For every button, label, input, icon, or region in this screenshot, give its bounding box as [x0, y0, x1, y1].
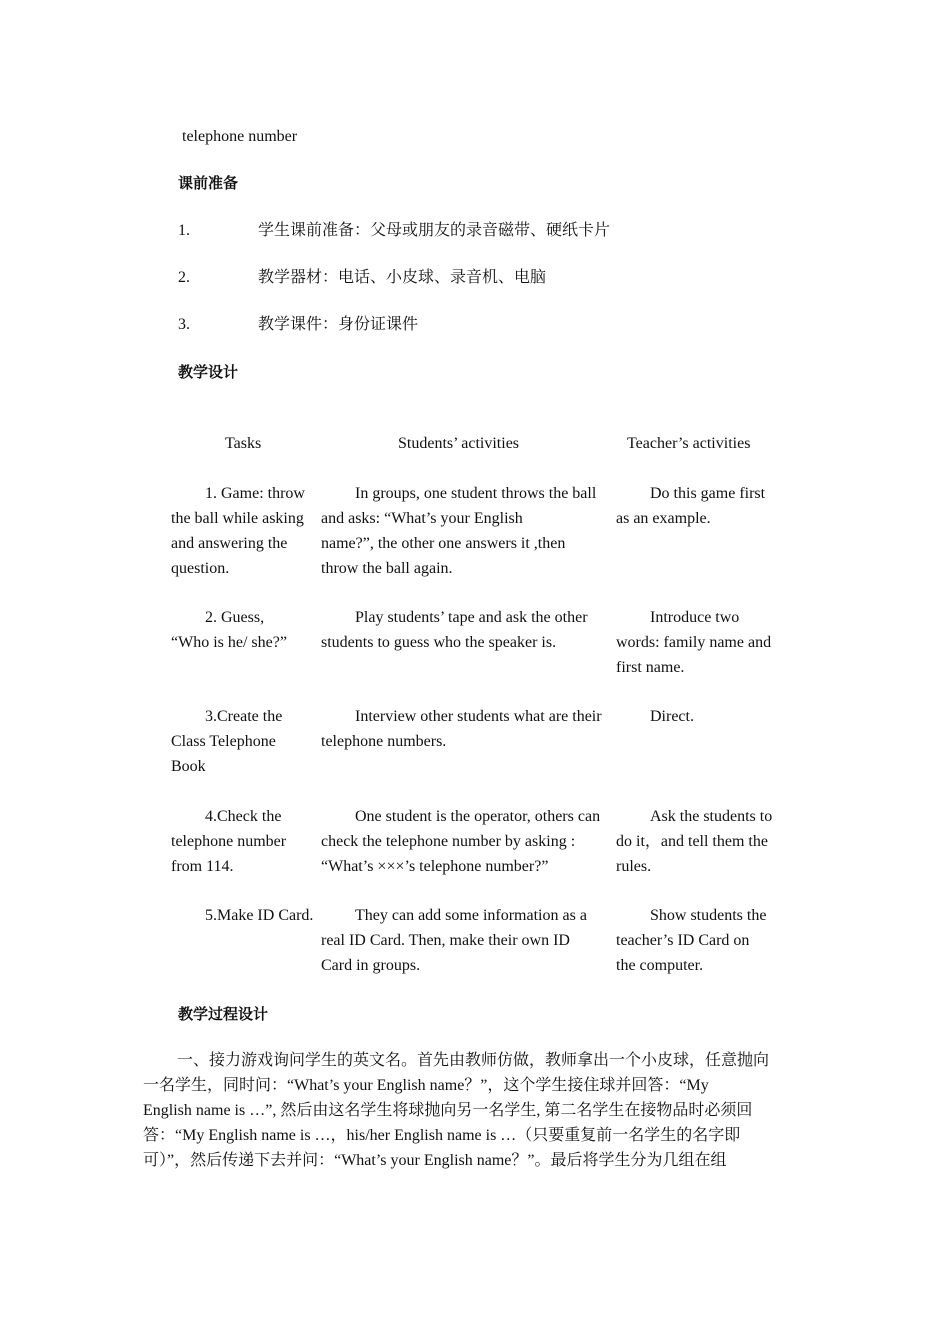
process-line-3: English name is …”, 然后由这名学生将球抛向另一名学生, 第二名学生在接物品时必须回	[143, 1102, 753, 1119]
row-3-task: 3.Create the Class Telephone Book	[171, 708, 283, 775]
row-3-students: Interview other students what are their telephone numbers.	[321, 708, 602, 750]
design-heading: 教学设计	[178, 363, 239, 381]
prep-heading: 课前准备	[178, 174, 239, 192]
process-line-4: 答：“My English name is …，his/her English name is …（只要重复前一名学生的名字即	[143, 1127, 741, 1144]
prep-item-3-num: 3.	[178, 316, 190, 333]
prep-item-1-text: 学生课前准备：父母或朋友的录音磁带、硬纸卡片	[258, 222, 611, 239]
process-line-1: 一、接力游戏询问学生的英文名。首先由教师仿做，教师拿出一个小皮球，任意抛向	[177, 1052, 770, 1069]
top-line: telephone number	[182, 128, 298, 145]
row-5-teacher: Show students the teacher’s ID Card on the computer.	[616, 907, 767, 974]
row-5-task: 5.Make ID Card.	[205, 907, 314, 924]
prep-item-3-text: 教学课件：身份证课件	[258, 316, 419, 333]
row-4-task: 4.Check the telephone number from 114.	[171, 808, 287, 875]
row-1-task: 1. Game: throw the ball while asking and answering the question.	[171, 485, 305, 577]
row-3-teacher: Direct.	[650, 708, 694, 725]
header-students-activities: Students’ activities	[398, 435, 520, 452]
row-2-teacher: Introduce two words: family name and first name.	[616, 609, 772, 676]
row-4-students: One student is the operator, others can check the telephone number by asking : “What’s ×××’s telephone number?”	[321, 808, 601, 875]
prep-item-2-text: 教学器材：电话、小皮球、录音机、电脑	[258, 269, 547, 286]
row-2-task: 2. Guess, “Who is he/ she?”	[171, 609, 287, 651]
process-line-2: 一名学生，同时问：“What’s your English name？”，这个学生接住球并回答：“My	[143, 1077, 709, 1094]
process-paragraph	[143, 1048, 808, 1173]
row-4-teacher: Ask the students to do it，and tell them the rules.	[616, 808, 773, 875]
header-teacher-activities: Teacher’s activities	[627, 435, 751, 452]
row-2-students: Play students’ tape and ask the other students to guess who the speaker is.	[321, 609, 588, 651]
process-heading: 教学过程设计	[178, 1005, 269, 1023]
row-1-students: In groups, one student throws the ball and asks: “What’s your English name?”, the other one answers it ,then throw the ball again.	[321, 485, 597, 577]
prep-item-2-num: 2.	[178, 269, 190, 286]
process-line-5: 可）”，然后传递下去并问：“What’s your English name？”。最后将学生分为几组在组	[143, 1152, 727, 1169]
prep-item-1-num: 1.	[178, 222, 190, 239]
row-1-teacher: Do this game first as an example.	[616, 485, 766, 527]
row-5-students: They can add some information as a real ID Card. Then, make their own ID Card in groups.	[321, 907, 587, 974]
header-tasks: Tasks	[225, 435, 262, 452]
